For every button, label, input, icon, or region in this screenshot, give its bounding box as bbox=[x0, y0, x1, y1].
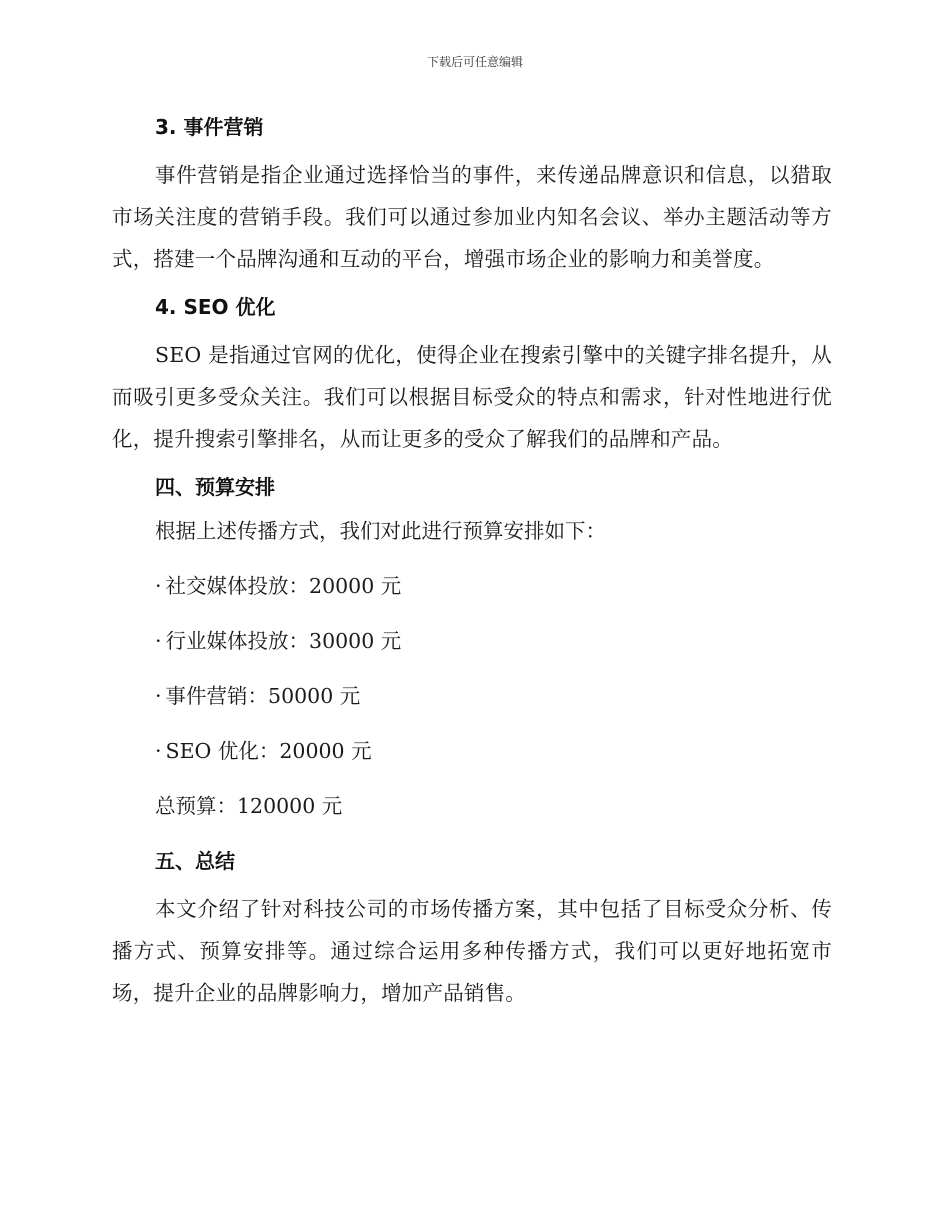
budget-item bbox=[112, 624, 832, 658]
paragraph-summary: 本文介绍了针对科技公司的市场传播方案，其中包括了目标受众分析、传播方式、预算安排等。通过综合运用多种传播方式，我们可以更好地拓宽市场，提升企业的品牌影响力，增加产品销售。 bbox=[112, 897, 832, 1005]
bullet-icon: · bbox=[155, 739, 162, 763]
bullet-icon: · bbox=[155, 629, 162, 653]
bullet-icon: · bbox=[155, 574, 162, 598]
budget-item-text: 事件营销：50000 元 bbox=[165, 684, 361, 708]
document-content bbox=[112, 110, 832, 1024]
budget-item bbox=[112, 734, 832, 768]
budget-item bbox=[112, 569, 832, 603]
budget-total: 总预算：120000 元 bbox=[155, 794, 343, 818]
paragraph-seo: SEO 是指通过官网的优化，使得企业在搜索引擎中的关键字排名提升，从而吸引更多受众关注。我们可以根据目标受众的特点和需求，针对性地进行优化，提升搜索引擎排名，从而让更多的受众了解我们的品牌和产品。 bbox=[112, 343, 832, 451]
budget-item-text: SEO 优化：20000 元 bbox=[165, 739, 372, 763]
bullet-icon: · bbox=[155, 684, 162, 708]
budget-item bbox=[112, 679, 832, 713]
paragraph-event-marketing: 事件营销是指企业通过选择恰当的事件，来传递品牌意识和信息，以猎取市场关注度的营销手段。我们可以通过参加业内知名会议、举办主题活动等方式，搭建一个品牌沟通和互动的平台，增强市场企业的影响力和美誉度。 bbox=[112, 163, 832, 271]
header-note: 下载后可任意编辑 bbox=[426, 55, 523, 69]
heading-budget: 四、预算安排 bbox=[155, 475, 275, 499]
budget-item-text: 社交媒体投放：20000 元 bbox=[165, 574, 402, 598]
budget-item-text: 行业媒体投放：30000 元 bbox=[165, 629, 402, 653]
heading-summary: 五、总结 bbox=[155, 849, 235, 873]
budget-intro: 根据上述传播方式，我们对此进行预算安排如下： bbox=[155, 519, 606, 543]
heading-event-marketing: 3. 事件营销 bbox=[155, 115, 264, 139]
heading-seo: 4. SEO 优化 bbox=[155, 295, 276, 319]
